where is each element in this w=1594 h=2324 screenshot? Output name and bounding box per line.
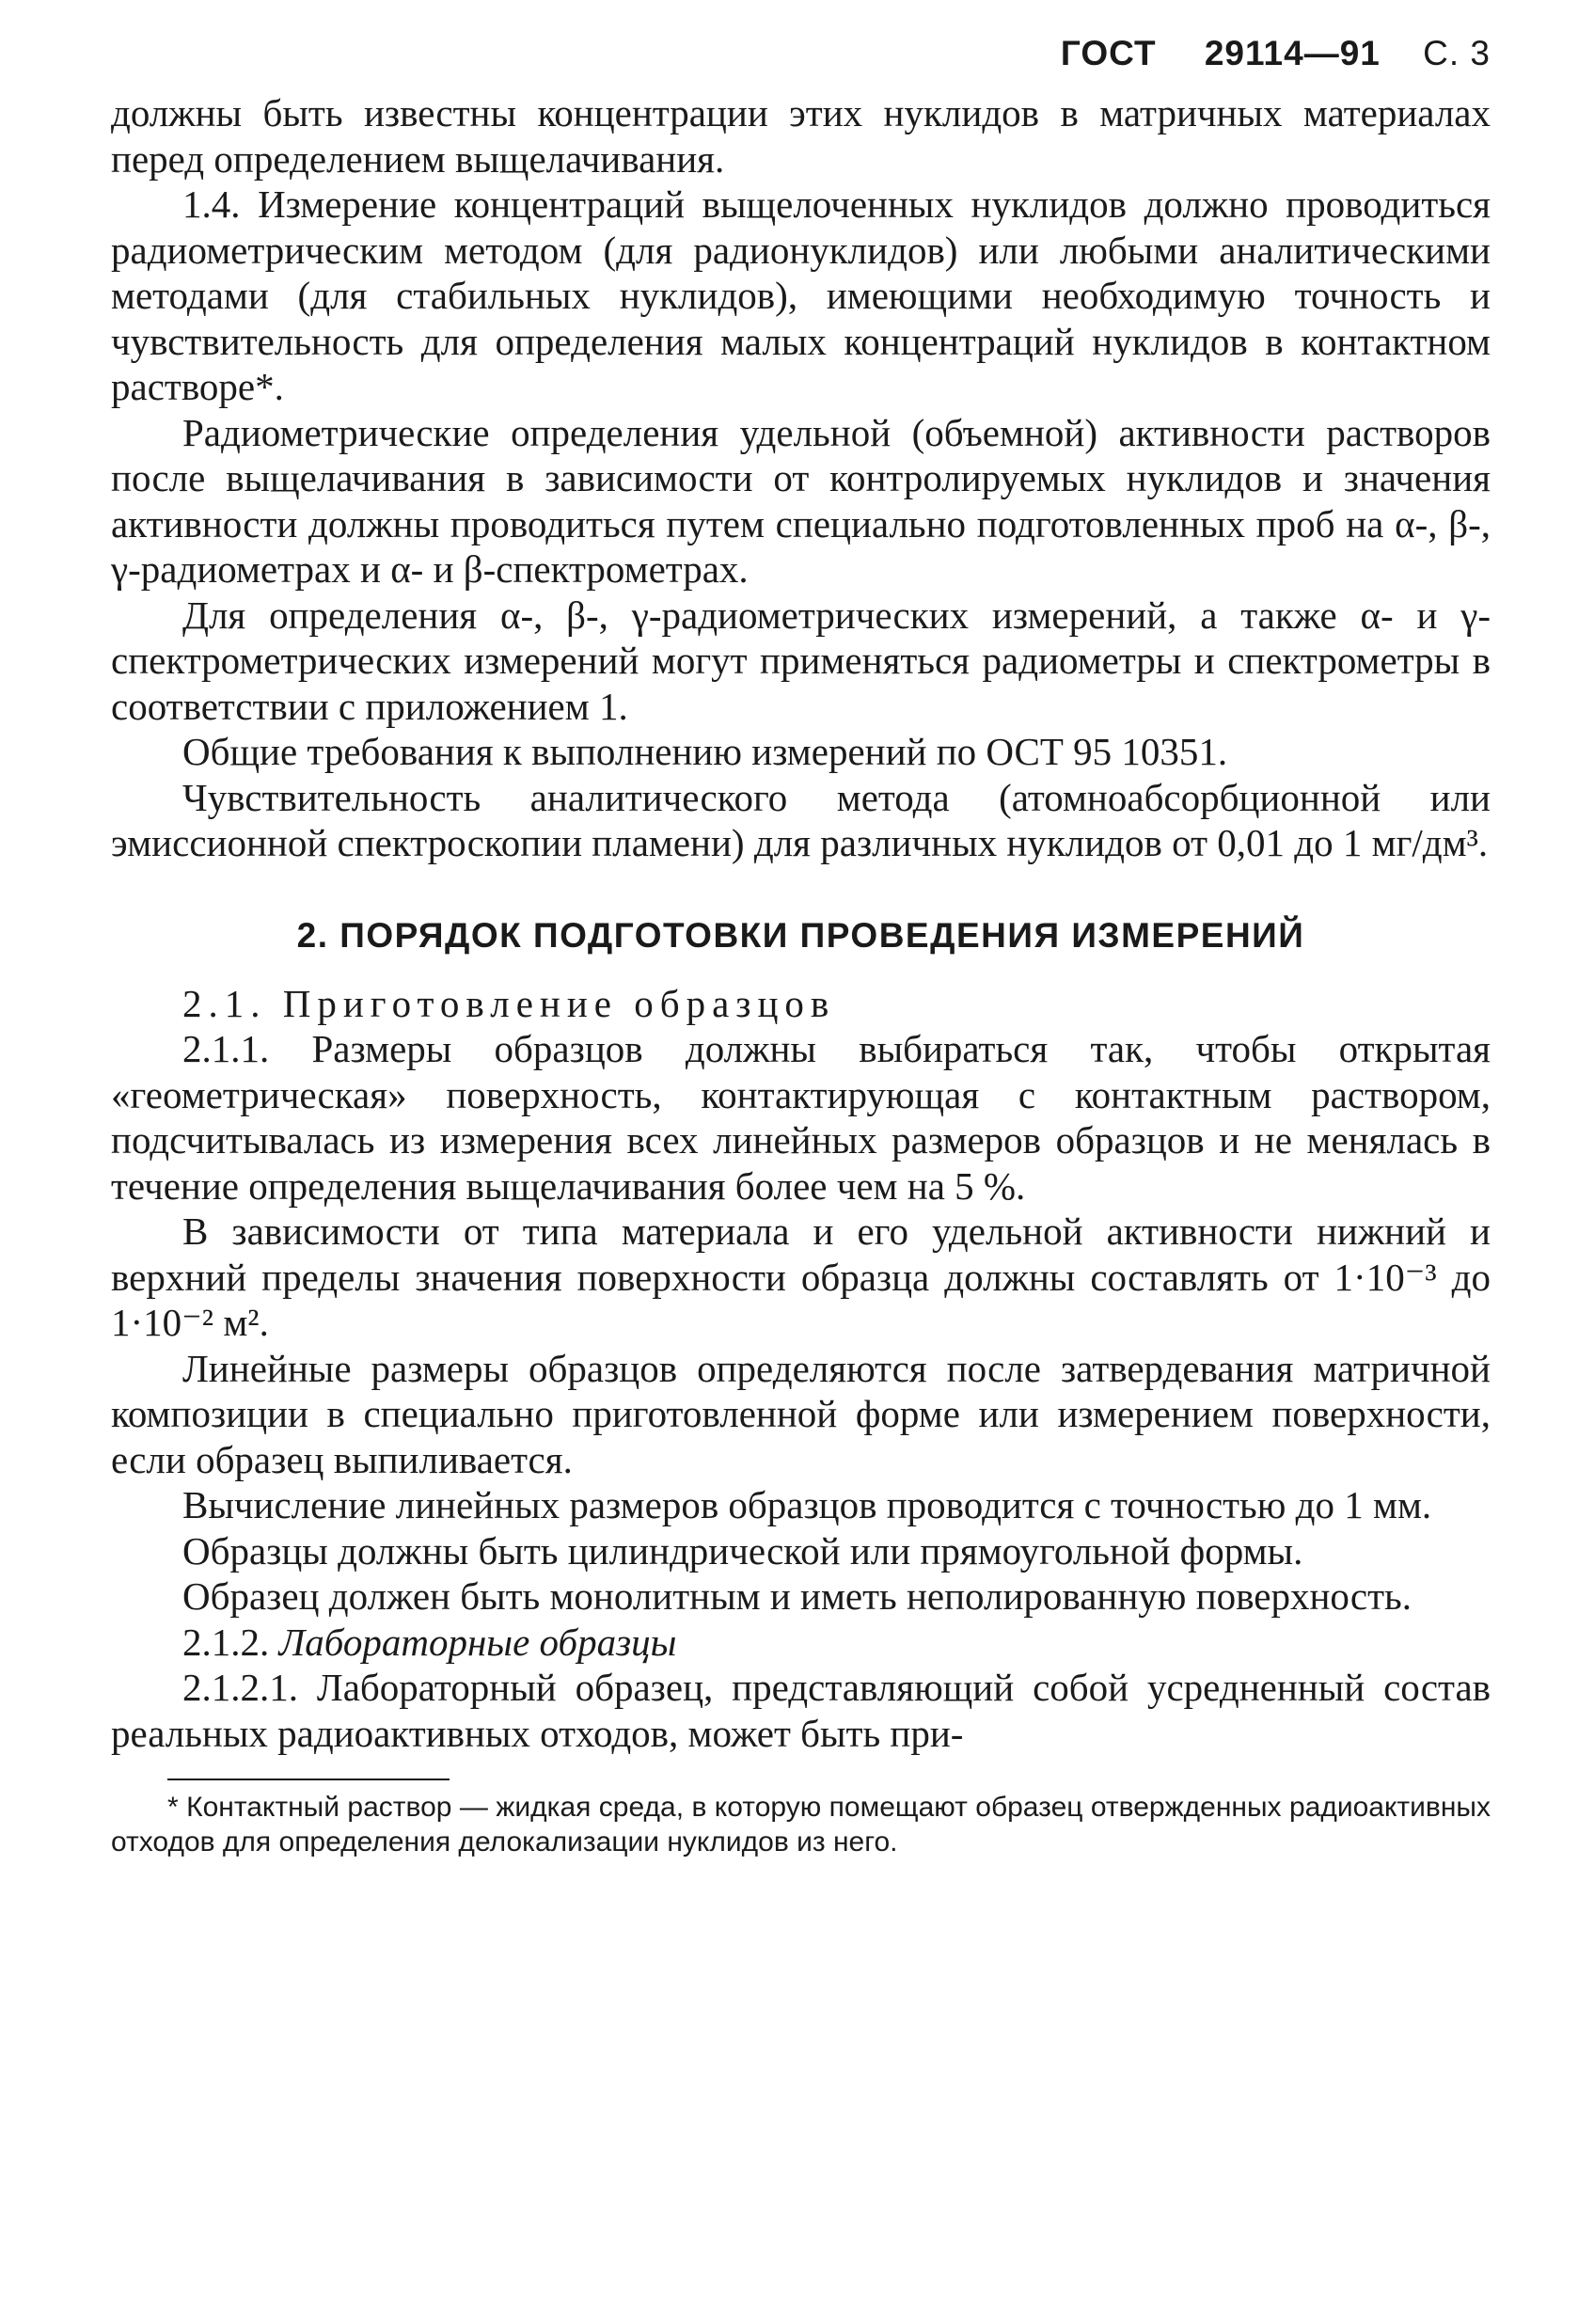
paragraph: 1.4. Измерение концентраций выщелоченных нуклидов должно проводиться радиометрическим методом (для радионуклидов) или любыми аналитическими методами (для стабильных нуклидов), имеющими необходимую точность и чувствительность для определения малых концентраций нуклидов в контактном растворе*. [111, 182, 1491, 408]
paragraph: 2.1.1. Размеры образцов должны выбираться так, чтобы открытая «геометрическая» поверхность, контактирующая с контактным раствором, подсчитывалась из измерения всех линейных размеров образцов и не менялась в течение определения выщелачивания более чем на 5 %. [111, 1027, 1491, 1208]
paragraph: Радиометрические определения удельной (объемной) активности растворов после выщелачивания в зависимости от контролируемых нуклидов и значения активности должны проводиться путем специально подготовленных проб на α-, β-, γ-радиометрах и α- и β-спектрометрах. [111, 410, 1491, 591]
paragraph: 2.1.2.1. Лабораторный образец, представляющий собой усредненный состав реальных радиоактивных отходов, может быть при- [111, 1666, 1491, 1755]
paragraph: Для определения α-, β-, γ-радиометрических измерений, а также α- и γ-спектрометрических измерений могут применяться радиометры и спектрометры в соответствии с приложением 1. [111, 593, 1491, 728]
standard-number: 29114—91 [1204, 34, 1381, 72]
subsection-title: Лабораторные образцы [278, 1620, 677, 1664]
subsection-number: 2.1.2. [182, 1620, 270, 1664]
body-mid [111, 1026, 1491, 1620]
section-title: 2. ПОРЯДОК ПОДГОТОВКИ ПРОВЕДЕНИЯ ИЗМЕРЕНИЙ [296, 915, 1305, 955]
standard-label: ГОСТ [1060, 34, 1157, 72]
paragraph: Образцы должны быть цилиндрической или прямоугольной формы. [182, 1528, 1303, 1573]
paragraph: Общие требования к выполнению измерений по ОСТ 95 10351. [182, 730, 1228, 773]
page-header [111, 26, 1491, 81]
footnote-divider [167, 1779, 450, 1780]
subsection-heading: 2.1. Приготовление образцов [182, 981, 836, 1025]
paragraph: Чувствительность аналитического метода (атомноабсорбционной или эмиссионной спектроскопии пламени) для различных нуклидов от 0,01 до 1 мг/дм³. [111, 775, 1491, 864]
footnote: * Контактный раствор — жидкая среда, в которую помещают образец отвержденных радиоактивных отходов для определения делокализации нуклидов из него. [111, 1792, 1491, 1858]
paragraph: Линейные размеры образцов определяются после затвердевания матричной композиции в специально приготовленной форме или измерением поверхности, если образец выпиливается. [111, 1346, 1491, 1481]
body-top [111, 90, 1491, 866]
paragraph: Вычисление линейных размеров образцов проводится с точностью до 1 мм. [182, 1483, 1432, 1526]
page-number: С. 3 [1423, 34, 1491, 72]
paragraph: В зависимости от типа материала и его удельной активности нижний и верхний пределы значения поверхности образца должны составлять от 1·10⁻³ до 1·10⁻² м². [111, 1209, 1491, 1344]
paragraph: Образец должен быть монолитным и иметь неполированную поверхность. [182, 1574, 1412, 1618]
subsection-heading-212 [111, 1620, 1491, 1666]
paragraph: должны быть известны концентрации этих нуклидов в матричных материалах перед определением выщелачивания. [111, 91, 1491, 181]
